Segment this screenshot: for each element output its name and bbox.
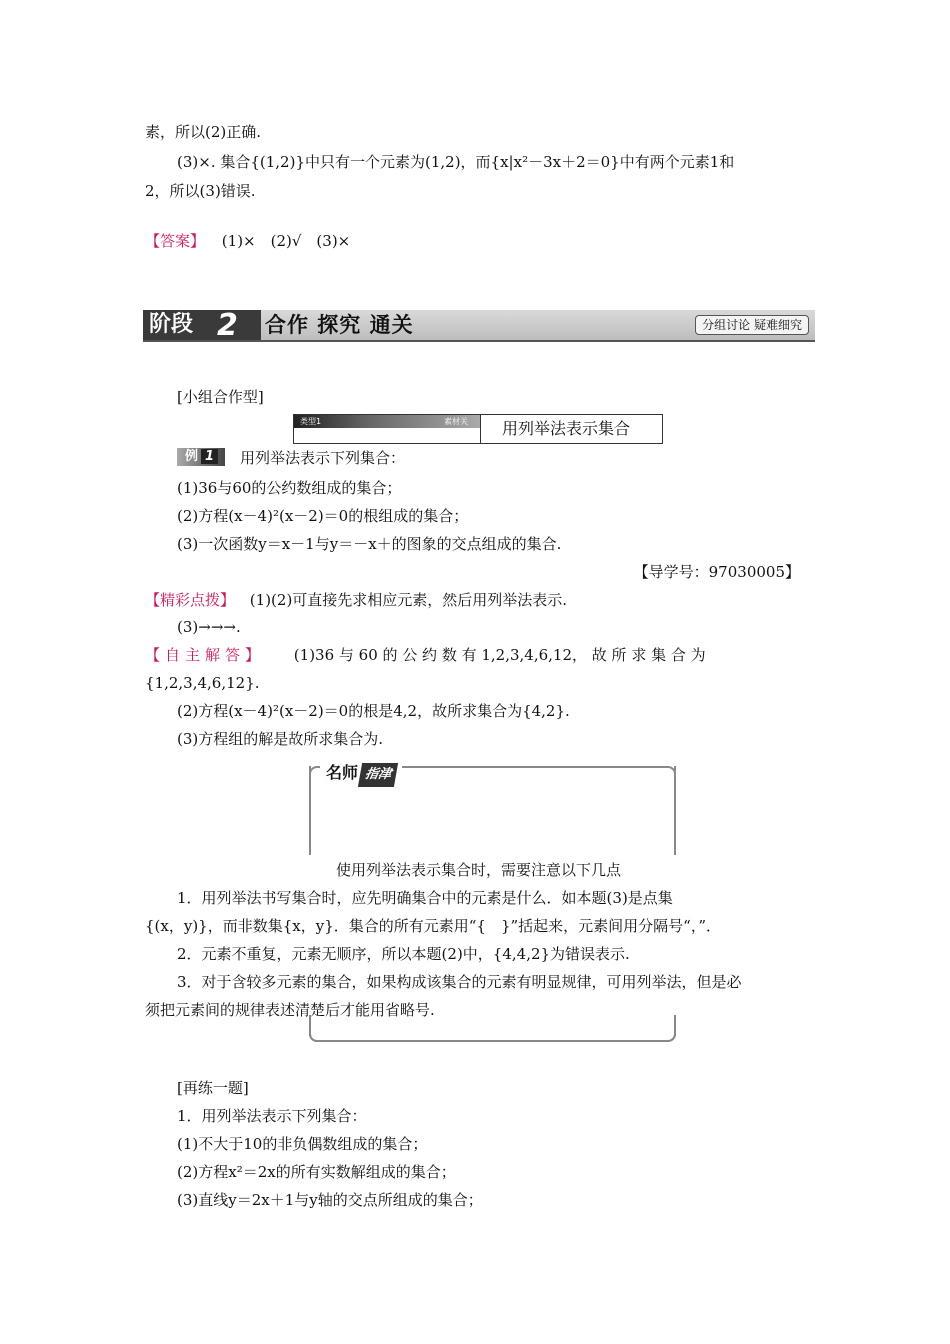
hint-text: (1)(2)可直接先求相应元素，然后用列举法表示. xyxy=(249,591,568,609)
type-label: 用列举法表示集合 xyxy=(502,419,631,438)
example-number: 1 xyxy=(201,449,218,464)
group-type-label: [小组合作型] xyxy=(177,388,264,406)
guide-number: 【导学号：97030005】 xyxy=(633,563,800,581)
answer-tag: 【答案】 xyxy=(145,232,206,250)
stage-number: 2 xyxy=(217,308,238,343)
answer-line xyxy=(145,231,350,251)
practice-item: (1)不大于10的非负偶数组成的集合； xyxy=(177,1135,428,1153)
stage-bar xyxy=(143,310,815,342)
type-small-left: 类型1 xyxy=(300,417,322,426)
stage-label: 阶段 xyxy=(143,310,261,340)
text-line: 素，所以(2)正确. xyxy=(145,123,262,141)
type-banner xyxy=(294,415,480,428)
practice-title: [再练一题] xyxy=(177,1079,249,1097)
answer-text: (1)× (2)√ (3)× xyxy=(221,232,351,250)
solution-line-4: (3)方程组的解是故所求集合为. xyxy=(177,730,384,748)
tip-frame-left xyxy=(309,794,311,854)
example-badge-label: 例 xyxy=(185,449,199,464)
type-divider xyxy=(480,415,481,443)
tip-frame-right xyxy=(674,794,676,854)
tip-text: {(x，y)}，而非数集{x，y}．集合的所有元素用“{ }”括起来，元素间用分隔号“，”． xyxy=(145,917,722,935)
stage-tag: 分组讨论 疑难细究 xyxy=(695,315,809,335)
practice-question: 1．用列举法表示下列集合： xyxy=(177,1107,367,1125)
example-badge xyxy=(177,448,225,466)
solution-tag: 【自主解答】 xyxy=(145,646,266,664)
tip-text: 须把元素间的规律表述清楚后才能用省略号. xyxy=(145,1001,435,1019)
example-item: (3)一次函数y＝x－1与y＝－x＋的图象的交点组成的集合. xyxy=(177,535,562,553)
practice-item: (3)直线y＝2x＋1与y轴的交点所组成的集合； xyxy=(177,1191,483,1209)
tip-lead: 使用列举法表示集合时，需要注意以下几点 xyxy=(336,861,622,879)
solution-line-3: (2)方程(x－4)²(x－2)＝0的根是4,2，故所求集合为{4,2}. xyxy=(177,702,570,720)
type-small-right: 素材关 xyxy=(444,417,468,426)
tip-text: 1．用列举法书写集合时，应先明确集合中的元素是什么．如本题(3)是点集 xyxy=(177,889,673,907)
practice-item: (2)方程x²＝2x的所有实数解组成的集合； xyxy=(177,1163,456,1181)
solution-line xyxy=(145,645,706,665)
tip-text: 2．元素不重复，元素无顺序，所以本题(2)中，{4,4,2}为错误表示. xyxy=(177,945,630,963)
text-line: 2，所以(3)错误. xyxy=(145,182,256,200)
hint-tag: 【精彩点拨】 xyxy=(145,591,236,609)
example-item: (1)36与60的公约数组成的集合； xyxy=(177,479,402,497)
type-box xyxy=(293,414,663,444)
tip-header-label: 名师 xyxy=(326,763,359,782)
tip-inner xyxy=(311,798,674,854)
tip-text: 3．对于含较多元素的集合，如果构成该集合的元素有明显规律，可用列举法，但是必 xyxy=(177,973,742,991)
tip-frame-bottom xyxy=(309,1026,676,1042)
hint-line xyxy=(145,590,567,610)
text-line: (3)×. 集合{(1,2)}中只有一个元素为(1,2)，而{x|x²－3x＋2＝0}中有两个元素1和 xyxy=(177,153,735,171)
example-prompt: 用列举法表示下列集合： xyxy=(240,449,406,467)
hint-line-2: (3)→→→. xyxy=(177,618,241,636)
solution-text: (1)36 与 60 的 公 约 数 有 1,2,3,4,6,12， 故 所 求 集 合 为 xyxy=(293,646,706,664)
example-item: (2)方程(x－4)²(x－2)＝0的根组成的集合； xyxy=(177,507,469,525)
tip-header xyxy=(320,761,402,785)
tip-header-highlight: 指津 xyxy=(358,763,398,787)
solution-line-2: {1,2,3,4,6,12}. xyxy=(145,674,260,692)
stage-title: 合作 探究 通关 xyxy=(265,313,414,337)
